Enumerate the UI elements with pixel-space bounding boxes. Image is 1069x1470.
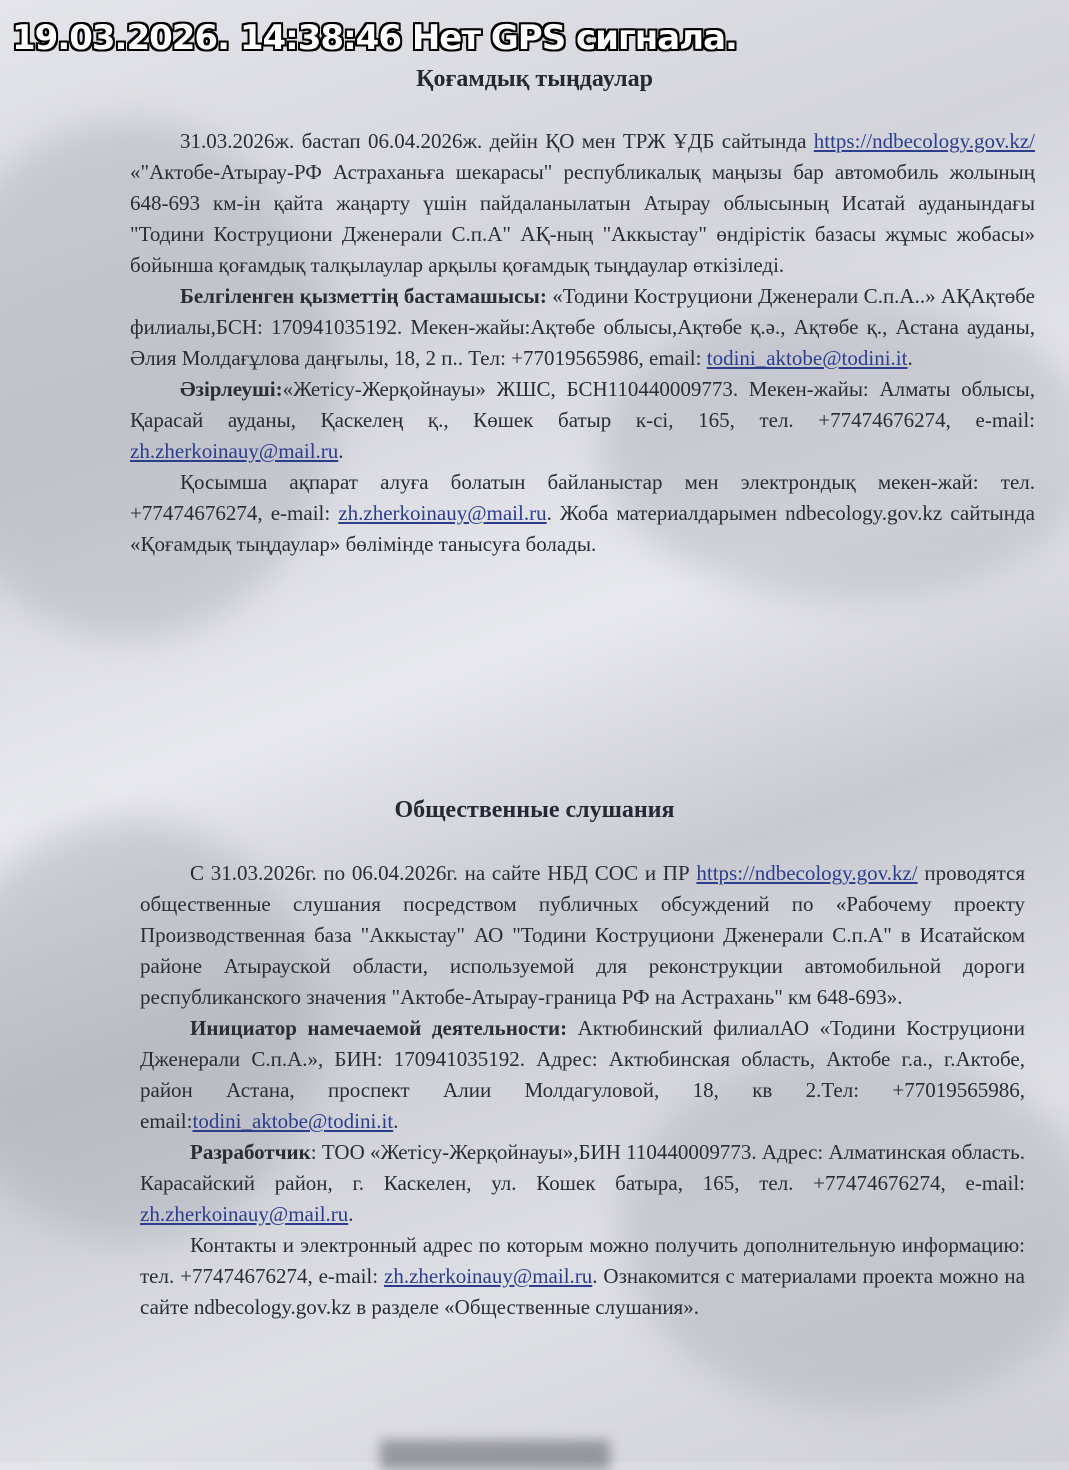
ru-initiator-email-link[interactable]: todini_aktobe@todini.it xyxy=(192,1109,394,1133)
paper-stain xyxy=(380,1440,610,1470)
kz-p3-end: . xyxy=(338,439,344,463)
kz-body xyxy=(130,126,1035,560)
kz-contact-text: Қосымша ақпарат алуға болатын байланыстар мен электрондық мекен-жай: тел. +77474676274, e-mail: xyxy=(130,470,1035,525)
ru-title: Общественные слушания xyxy=(394,797,675,823)
kz-initiator-label: Белгіленген қызметтің бастамашысы: xyxy=(180,284,547,308)
kz-title: Қоғамдық тыңдаулар xyxy=(416,66,653,92)
kz-developer-email-link[interactable]: zh.zherkoinauy@mail.ru xyxy=(130,439,339,463)
kz-developer-label: Әзірлеуші: xyxy=(180,377,283,401)
ru-p2-end: . xyxy=(393,1109,399,1133)
kz-paragraph-4 xyxy=(130,467,1035,560)
kz-initiator-email-link[interactable]: todini_aktobe@todini.it xyxy=(706,346,908,370)
ru-contact-text-end: . Ознакомится с материалами проекта можно на сайте ndbecology.gov.kz в разделе «Общественные слушания». xyxy=(140,1264,1025,1319)
kz-paragraph-3 xyxy=(130,374,1035,467)
kz-p1-text-cont: «"Актобе-Атырау-РФ Астраханьға шекарасы" республикалық маңызы бар автомобиль жолының 648-693 км-ін қайта жаңарту үшін пайдаланылатын Атырау облысының Исатай ауданындағы "Тодини Коструциони Дженерали С.п.А" АҚ-ның "Аккыстау" өндірістік базасы жұмыс жобасы» бойынша қоғамдық талқылаулар арқылы қоғамдық тыңдаулар өткізіледі. xyxy=(130,160,1035,277)
ru-developer-email-link[interactable]: zh.zherkoinauy@mail.ru xyxy=(140,1202,349,1226)
ru-developer-label: Разработчик xyxy=(190,1140,311,1164)
kz-initiator-text: «Тодини Коструциони Дженерали С.п.А..» АҚАқтөбе филиалы,БСН: 170941035192. Мекен-жайы:Ақтөбе облысы,Ақтөбе қ.ә., Ақтөбе қ., Астана ауданы, Әлия Молдағұлова даңғылы, 18, 2 п.. Тел: +77019565986, email: xyxy=(130,284,1035,370)
ru-p3-end: . xyxy=(348,1202,354,1226)
kz-p1-text: 31.03.2026ж. бастап 06.04.2026ж. дейін ҚО мен ТРЖ ҰДБ сайтында xyxy=(180,129,814,153)
ru-developer-text: : ТОО «Жетісу-Жерқойнауы»,БИН 110440009773. Адрес: Алматинская область. Карасайский район, г. Каскелен, ул. Кошек батыра, 165, тел. +77474676274, e-mail: xyxy=(140,1140,1025,1195)
kz-website-link[interactable]: https://ndbecology.gov.kz/ xyxy=(813,129,1035,153)
ru-contact-email-link[interactable]: zh.zherkoinauy@mail.ru xyxy=(384,1264,593,1288)
ru-contact-text: Контакты и электронный адрес по которым можно получить дополнительную информацию: тел. +77474676274, e-mail: xyxy=(140,1233,1025,1288)
kz-paragraph-2 xyxy=(130,281,1035,374)
ru-p1-text-cont: проводятся общественные слушания посредством публичных обсуждений по «Рабочему проекту Производственная база "Аккыстау" АО "Тодини Коструциони Дженерали С.п.А" в Исатайском районе Атырауской области, используемой для реконструкции автомобильной дороги республиканского значения "Актобе-Атырау-граница РФ на Астрахань" км 648-693». xyxy=(140,861,1025,1009)
kz-developer-text: «Жетісу-Жерқойнауы» ЖШС, БСН110440009773. Мекен-жайы: Алматы облысы, Қарасай ауданы, Қаскелең қ., Көшек батыр к-сі, 165, тел. +77474676274, e-mail: xyxy=(130,377,1035,432)
ru-initiator-label: Инициатор намечаемой деятельности: xyxy=(190,1016,568,1040)
kz-paragraph-1 xyxy=(130,126,1035,281)
ru-website-link[interactable]: https://ndbecology.gov.kz/ xyxy=(696,861,918,885)
ru-initiator-text: Актюбинский филиалАО «Тодини Коструциони Дженерали С.п.А.», БИН: 170941035192. Адрес: Актюбинская область, Актобе г.а., г.Актобе, район Астана, проспект Алии Молдагуловой, 18, кв 2.Тел: +77019565986, email: xyxy=(140,1016,1025,1133)
ru-paragraph-1 xyxy=(140,858,1025,1013)
kz-contact-email-link[interactable]: zh.zherkoinauy@mail.ru xyxy=(338,501,547,525)
ru-p1-text: С 31.03.2026г. по 06.04.2026г. на сайте НБД СОС и ПР xyxy=(190,861,697,885)
ru-paragraph-3 xyxy=(140,1137,1025,1230)
kz-p2-end: . xyxy=(907,346,913,370)
camera-timestamp: 19.03.2026. 14:38:46 Нет GPS сигнала. xyxy=(12,18,737,58)
ru-paragraph-4 xyxy=(140,1230,1025,1323)
ru-body xyxy=(140,858,1025,1323)
ru-paragraph-2 xyxy=(140,1013,1025,1137)
kz-contact-text-end: . Жоба материалдарымен ndbecology.gov.kz сайтында «Қоғамдық тыңдаулар» бөлімінде танысуға болады. xyxy=(130,501,1035,556)
